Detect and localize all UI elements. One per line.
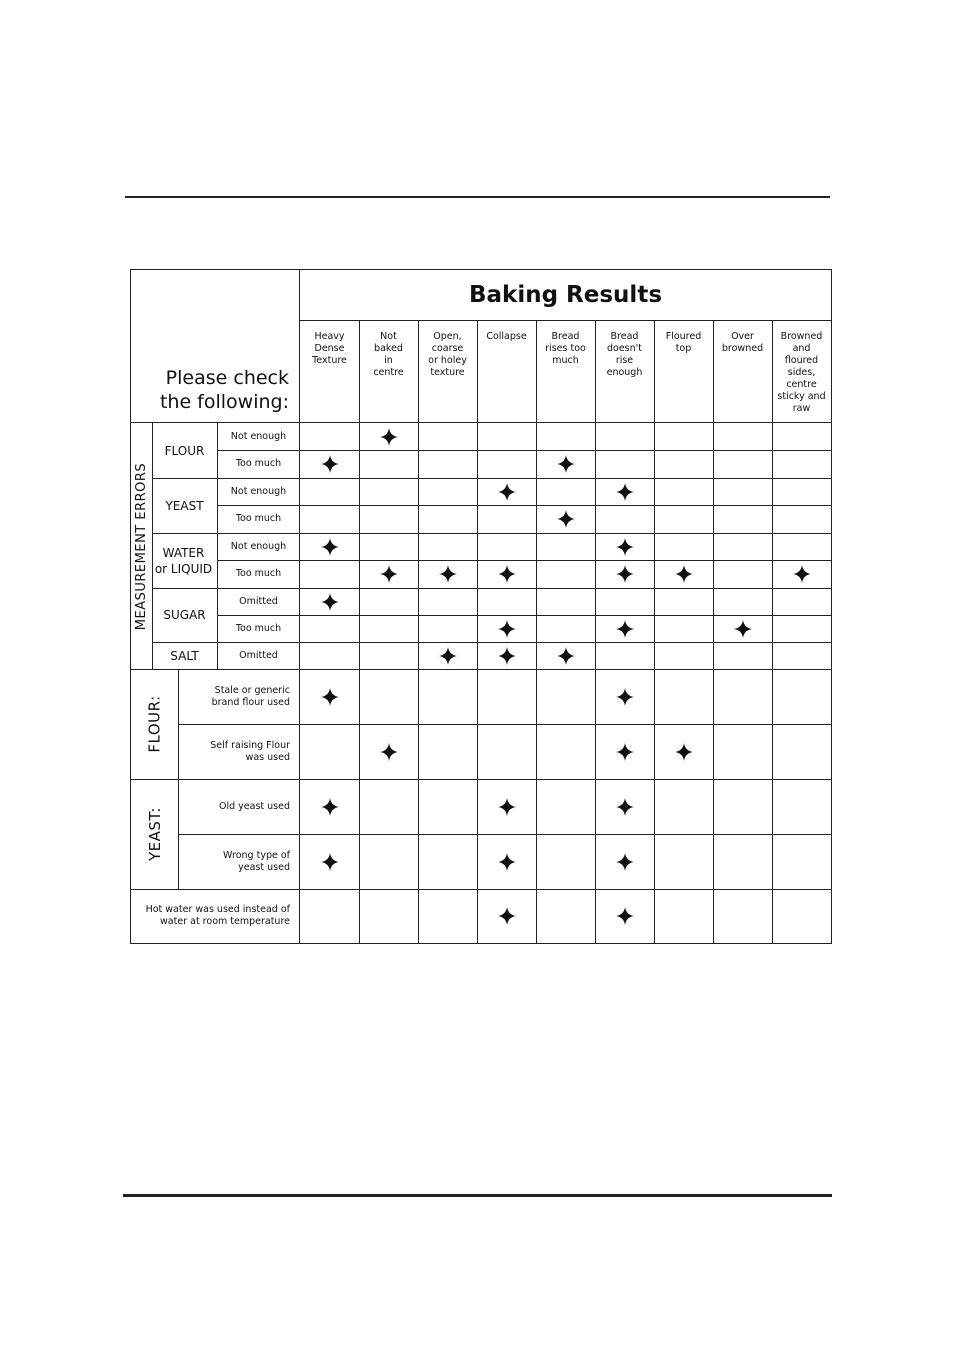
row-divider bbox=[300, 724, 831, 725]
row-label: Too much bbox=[235, 458, 282, 469]
column-header: Floured top bbox=[665, 331, 702, 354]
four-point-star-icon bbox=[498, 483, 516, 501]
four-point-star-icon bbox=[498, 620, 516, 638]
four-point-star-icon bbox=[616, 538, 634, 556]
four-point-star-icon bbox=[439, 565, 457, 583]
four-point-star-icon bbox=[498, 565, 516, 583]
column-header: Over browned bbox=[721, 331, 764, 354]
four-point-star-icon bbox=[616, 688, 634, 706]
category-water: WATER or LIQUID bbox=[154, 545, 213, 576]
row-divider bbox=[300, 834, 831, 835]
table-border-top bbox=[130, 269, 832, 270]
four-point-star-icon bbox=[616, 483, 634, 501]
row-divider bbox=[300, 779, 831, 780]
four-point-star-icon bbox=[616, 798, 634, 816]
four-point-star-icon bbox=[734, 620, 752, 638]
column-header: Browned and floured sides, centre sticky and raw bbox=[777, 331, 826, 414]
row-label: Old yeast used bbox=[219, 800, 290, 812]
row-divider bbox=[300, 533, 831, 534]
row-label: Stale or generic brand flour used bbox=[211, 684, 290, 708]
category-yeast: YEAST bbox=[165, 498, 204, 513]
four-point-star-icon bbox=[439, 647, 457, 665]
row-label: Hot water was used instead of water at room temperature bbox=[145, 904, 290, 927]
four-point-star-icon bbox=[616, 565, 634, 583]
measurement-errors-group-label: MEASUREMENT ERRORS bbox=[134, 462, 149, 630]
table-border-right bbox=[831, 269, 832, 944]
four-point-star-icon bbox=[498, 798, 516, 816]
four-point-star-icon bbox=[380, 428, 398, 446]
column-header: Bread doesn't rise enough bbox=[606, 331, 643, 378]
row-divider bbox=[300, 588, 831, 589]
row-label: Omitted bbox=[239, 595, 278, 607]
row-label: Wrong type of yeast used bbox=[223, 849, 290, 873]
row-divider bbox=[300, 478, 831, 479]
category-flour: FLOUR bbox=[164, 443, 205, 458]
row-divider bbox=[300, 642, 831, 643]
four-point-star-icon bbox=[616, 907, 634, 925]
row-label: Too much bbox=[235, 568, 282, 579]
four-point-star-icon bbox=[498, 853, 516, 871]
row-label: Self raising Flour was used bbox=[210, 739, 290, 763]
group-label-divider bbox=[152, 423, 153, 669]
row-divider bbox=[300, 615, 831, 616]
please-check-label: Please check the following: bbox=[159, 367, 289, 413]
category-sugar: SUGAR bbox=[163, 608, 206, 622]
four-point-star-icon bbox=[557, 647, 575, 665]
four-point-star-icon bbox=[498, 647, 516, 665]
row-divider bbox=[300, 505, 831, 506]
column-header: Collapse bbox=[486, 331, 527, 342]
table-title: Baking Results bbox=[468, 282, 663, 308]
four-point-star-icon bbox=[675, 565, 693, 583]
four-point-star-icon bbox=[675, 743, 693, 761]
row-divider bbox=[300, 450, 831, 451]
row-label: Not enough bbox=[230, 430, 287, 442]
four-point-star-icon bbox=[321, 853, 339, 871]
four-point-star-icon bbox=[557, 455, 575, 473]
table-border-bottom bbox=[130, 943, 832, 944]
four-point-star-icon bbox=[321, 798, 339, 816]
row-label: Not enough bbox=[230, 485, 287, 497]
row-divider bbox=[300, 669, 831, 670]
row-label: Not enough bbox=[230, 540, 287, 552]
column-header: Heavy Dense Texture bbox=[312, 331, 347, 366]
row-divider bbox=[300, 889, 831, 890]
table-border-left bbox=[130, 269, 131, 944]
row-label: Too much bbox=[235, 513, 282, 524]
flour-group-label: FLOUR: bbox=[145, 695, 164, 753]
column-header: Not baked in centre bbox=[373, 331, 404, 378]
four-point-star-icon bbox=[616, 743, 634, 761]
row-label: Too much bbox=[235, 622, 282, 634]
four-point-star-icon bbox=[321, 455, 339, 473]
four-point-star-icon bbox=[321, 593, 339, 611]
four-point-star-icon bbox=[380, 565, 398, 583]
four-point-star-icon bbox=[321, 538, 339, 556]
four-point-star-icon bbox=[321, 688, 339, 706]
four-point-star-icon bbox=[616, 853, 634, 871]
four-point-star-icon bbox=[557, 510, 575, 528]
yeast-group-label: YEAST: bbox=[145, 807, 164, 861]
row-label: Omitted bbox=[239, 649, 278, 661]
row-divider bbox=[300, 560, 831, 561]
four-point-star-icon bbox=[793, 565, 811, 583]
four-point-star-icon bbox=[616, 620, 634, 638]
four-point-star-icon bbox=[380, 743, 398, 761]
four-point-star-icon bbox=[498, 907, 516, 925]
column-header: Bread rises too much bbox=[545, 331, 586, 366]
category-salt: SALT bbox=[170, 648, 199, 663]
column-header: Open, coarse or holey texture bbox=[428, 331, 467, 378]
